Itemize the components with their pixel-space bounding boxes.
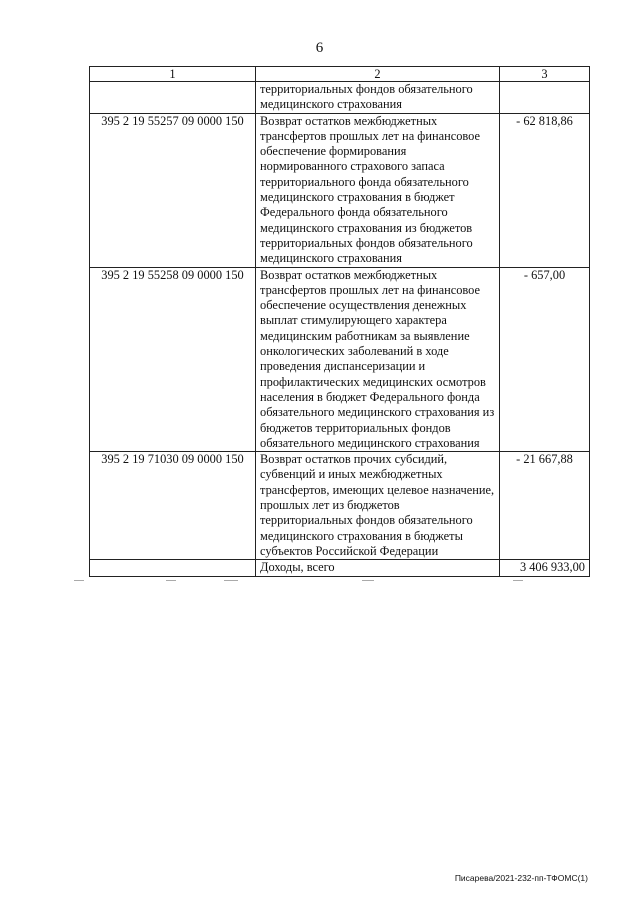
- column-header-2: 2: [256, 67, 500, 82]
- scan-artifact-dashes: [89, 580, 589, 581]
- page-number: 6: [315, 40, 324, 56]
- row-description: Возврат остатков межбюджетных трансфертов прошлых лет на финансовое обеспечение осуществления денежных выплат стимулирующего характера медицинским работникам за выявление онкологических заболеваний в ходе проведения диспансеризации и профилактических медицинских осмотров населения в бюджет Федерального фонда обязательного медицинского страхования из бюджетов территориальных фондов обязательного медицинского страхования: [256, 267, 500, 452]
- row-code: 395 2 19 55257 09 0000 150: [90, 113, 256, 267]
- table-row: [90, 113, 590, 267]
- table-row: [90, 267, 590, 452]
- row-amount: - 21 667,88: [500, 452, 590, 560]
- total-label: Доходы, всего: [256, 560, 500, 576]
- total-amount: 3 406 933,00: [500, 560, 590, 576]
- row-code: 395 2 19 71030 09 0000 150: [90, 452, 256, 560]
- row-description: Возврат остатков межбюджетных трансфертов прошлых лет на финансовое обеспечение формирования нормированного страхового запаса территориального фонда обязательного медицинского страхования в бюджет Федерального фонда обязательного медицинского страхования из бюджетов территориальных фондов обязательного медицинского страхования: [256, 113, 500, 267]
- column-header-1: 1: [90, 67, 256, 82]
- column-header-3: 3: [500, 67, 590, 82]
- table-header-row: [90, 67, 590, 82]
- row-description: территориальных фондов обязательного медицинского страхования: [256, 82, 500, 114]
- row-description: Возврат остатков прочих субсидий, субвенций и иных межбюджетных трансфертов, имеющих целевое назначение, прошлых лет из бюджетов территориальных фондов обязательного медицинского страхования в бюджеты субъектов Российской Федерации: [256, 452, 500, 560]
- row-amount: - 62 818,86: [500, 113, 590, 267]
- row-amount: [500, 82, 590, 114]
- document-reference: Писарева/2021-232-пп-ТФОМС(1): [454, 873, 588, 883]
- table-row-total: [90, 560, 590, 576]
- budget-table: [89, 66, 590, 577]
- table-row-continuation: [90, 82, 590, 114]
- row-code: 395 2 19 55258 09 0000 150: [90, 267, 256, 452]
- table-row: [90, 452, 590, 560]
- row-amount: - 657,00: [500, 267, 590, 452]
- total-code-cell: [90, 560, 256, 576]
- row-code-cell: [90, 82, 256, 114]
